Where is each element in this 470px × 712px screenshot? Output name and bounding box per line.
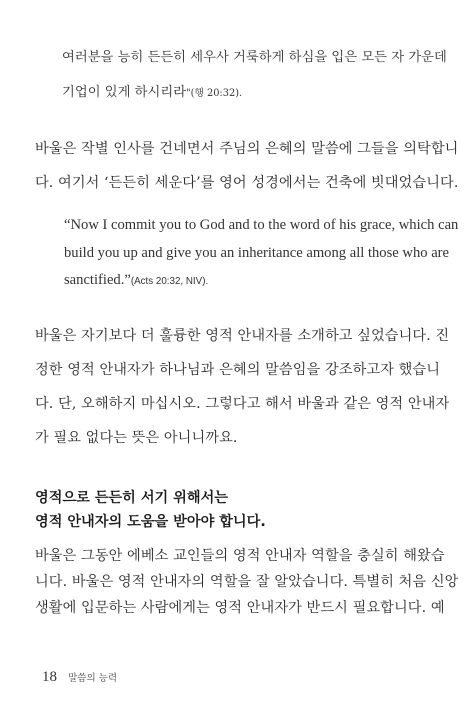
scripture-quote-ko-line-2 — [62, 81, 242, 100]
paragraph-2-line-3: 다. 단, 오해하지 마십시오. 그렇다고 해서 바울과 같은 영적 안내자 — [35, 396, 450, 412]
scripture-quote-en-text: sanctified.” — [64, 272, 131, 288]
section-heading-line-1: 영적으로 든든히 서기 위해서는 — [35, 490, 228, 506]
scripture-quote-en-line-2: build you up and give you an inheritance among all those who are — [64, 245, 450, 261]
paragraph-3-line-1: 바울은 그동안 에베소 교인들의 영적 안내자 역할을 충실히 해왔습 — [35, 548, 445, 564]
paragraph-1-line-1: 바울은 작별 인사를 건네면서 주님의 은혜의 말씀에 그들을 의탁합니 — [35, 141, 459, 157]
scripture-quote-ko-citation: "(행 20:32). — [186, 88, 243, 99]
scripture-quote-en-citation: (Acts 20:32, NIV). — [130, 276, 209, 287]
scripture-quote-en-line-1: “Now I commit you to God and to the word of his grace, which can — [64, 217, 459, 233]
scripture-quote-ko-text: 기업이 있게 하시리라 — [62, 85, 187, 100]
page-number: 18 — [42, 669, 57, 685]
paragraph-1-line-2: 다. 여기서 ‘든든히 세운다’를 영어 성경에서는 건축에 빗대었습니다. — [35, 175, 459, 191]
paragraph-2-line-2: 정한 영적 안내자가 하나님과 은혜의 말씀임을 강조하고자 했습니 — [35, 362, 441, 378]
section-heading-line-2: 영적 안내자의 도움을 받아야 합니다. — [35, 514, 266, 530]
running-book-title: 말씀의 능력 — [68, 673, 117, 684]
paragraph-3-line-3: 생활에 입문하는 사람에게는 영적 안내자가 반드시 필요합니다. 예 — [35, 600, 445, 616]
page-footer — [42, 666, 117, 686]
paragraph-2-line-4: 가 필요 없다는 뜻은 아니니까요. — [35, 430, 238, 446]
paragraph-3-line-2: 니다. 바울은 영적 안내자의 역할을 잘 알았습니다. 특별히 처음 신앙 — [35, 574, 459, 590]
scripture-quote-en-line-3 — [64, 272, 208, 289]
paragraph-2-line-1: 바울은 자기보다 더 훌륭한 영적 안내자를 소개하고 싶었습니다. 진 — [35, 328, 450, 344]
scripture-quote-ko-line-1: 여러분을 능히 든든히 세우사 거룩하게 하심을 입은 모든 자 가운데 — [62, 50, 447, 65]
